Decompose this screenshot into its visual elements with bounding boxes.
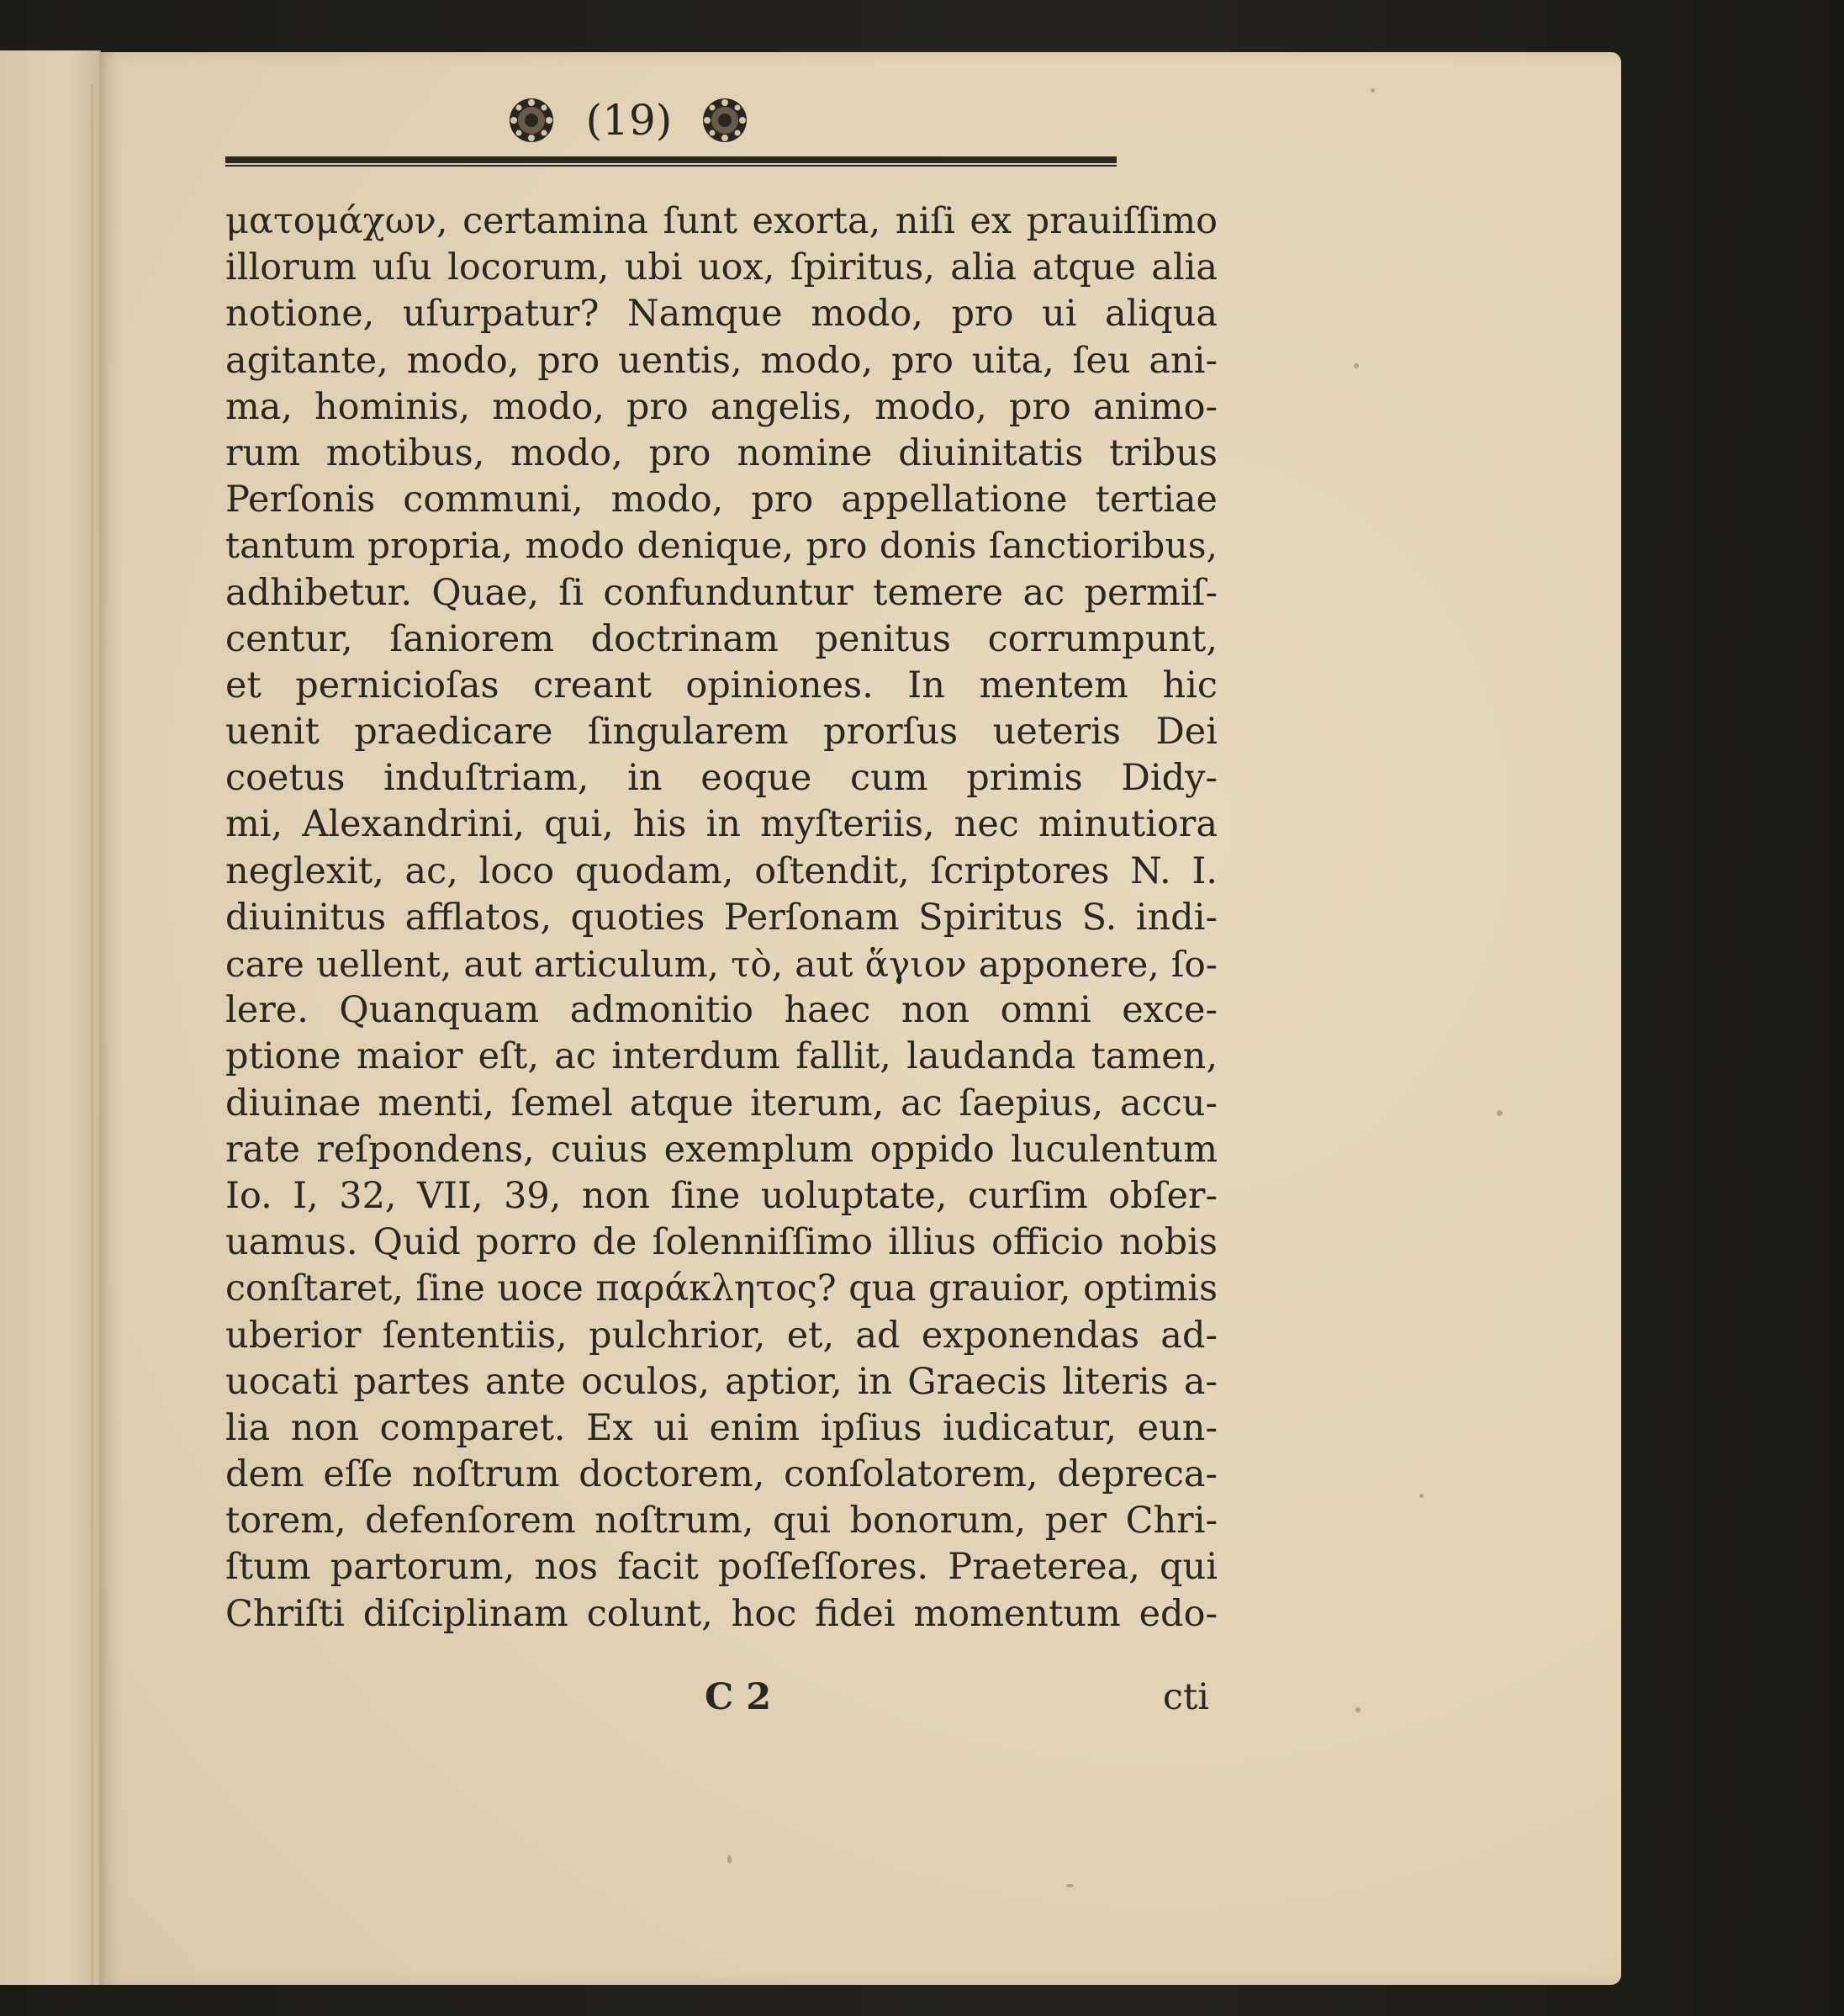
signature-mark: C 2 xyxy=(705,1676,772,1718)
page-header xyxy=(124,91,1117,167)
text-line: centur, ſaniorem doctrinam penitus corrumpunt, xyxy=(225,617,1218,660)
text-line: neglexit, ac, loco quodam, oſtendit, ſcriptores N. I. xyxy=(225,849,1218,892)
page-number: (19) xyxy=(585,96,673,145)
text-line: adhibetur. Quae, ſi confunduntur temere ac permiſ- xyxy=(225,571,1218,614)
text-line: Perſonis communi, modo, pro appellatione tertiae xyxy=(225,479,1218,521)
text-line: lia non comparet. Ex ui enim ipſius iudicatur, eun- xyxy=(225,1406,1218,1449)
foxing-speck xyxy=(727,1855,732,1864)
page-gutter-line xyxy=(91,84,93,1985)
foxing-speck xyxy=(1497,1110,1503,1116)
text-line: uenit praedicare ſingularem prorſus ueteris Dei xyxy=(225,711,1218,754)
body-text xyxy=(225,198,1218,1638)
foxing-speck xyxy=(1355,1707,1361,1712)
text-line: ptione maior eſt, ac interdum fallit, laudanda tamen, xyxy=(225,1035,1218,1078)
foxing-speck xyxy=(1371,88,1375,93)
header-rule xyxy=(225,156,1117,163)
text-line: coetus induſtriam, in eoque cum primis Didy- xyxy=(225,757,1218,800)
text-line: et pernicioſas creant opiniones. In mentem hic xyxy=(225,664,1218,706)
text-line: Chriſti diſciplinam colunt, hoc fidei momentum edo- xyxy=(225,1592,1218,1635)
previous-page-edge xyxy=(0,50,101,1985)
text-line: uamus. Quid porro de ſolenniſſimo illius officio nobis xyxy=(225,1221,1218,1264)
text-line: diuinae menti, ſemel atque iterum, ac ſaepius, accu- xyxy=(225,1082,1218,1124)
text-line: agitante, modo, pro uentis, modo, pro uita, ſeu ani- xyxy=(225,339,1218,382)
text-line: conſtaret, ſine uoce παράκλητος? qua grauior, optimis xyxy=(225,1267,1218,1310)
text-line: lere. Quanquam admonitio haec non omni exce- xyxy=(225,989,1218,1032)
text-line: ſtum partorum, nos facit poſſeſſores. Praeterea, qui xyxy=(225,1546,1218,1589)
rosette-ornament-icon xyxy=(700,96,749,145)
text-line: tantum propria, modo denique, pro donis ſanctioribus, xyxy=(225,526,1218,568)
header-rule-thin xyxy=(225,165,1117,167)
text-line: uberior ſententiis, pulchrior, et, ad exponendas ad- xyxy=(225,1314,1218,1357)
text-line: mi, Alexandrini, qui, his in myſteriis, nec minutiora xyxy=(225,803,1218,846)
rosette-ornament-icon xyxy=(507,96,556,145)
text-line: illorum uſu locorum, ubi uox, ſpiritus, alia atque alia xyxy=(225,246,1218,289)
text-line: uocati partes ante oculos, aptior, in Graecis literis a- xyxy=(225,1360,1218,1403)
foxing-speck xyxy=(1419,1494,1424,1498)
text-line: care uellent, aut articulum, τὸ, aut ἅγιον apponere, ſo- xyxy=(225,944,1218,985)
page-footer xyxy=(225,1674,1218,1721)
text-line: rum motibus, modo, pro nomine diuinitatis tribus xyxy=(225,431,1218,474)
text-line: ma, hominis, modo, pro angelis, modo, pro animo- xyxy=(225,385,1218,428)
foxing-speck xyxy=(1354,363,1359,368)
text-line: diuinitus afflatos, quoties Perſonam Spiritus S. indi- xyxy=(225,896,1218,939)
text-line: rate reſpondens, cuius exemplum oppido luculentum xyxy=(225,1128,1218,1171)
text-line: ματομάχων, certamina ſunt exorta, niſi ex prauiſſimo xyxy=(225,200,1218,242)
text-line: notione, uſurpatur? Namque modo, pro ui aliqua xyxy=(225,293,1218,336)
foxing-speck xyxy=(1066,1884,1074,1887)
catchword: cti xyxy=(1162,1676,1209,1718)
text-line: dem eſſe noſtrum doctorem, conſolatorem, depreca- xyxy=(225,1453,1218,1496)
text-line: torem, defenſorem noſtrum, qui bonorum, per Chri- xyxy=(225,1500,1218,1542)
text-line: Io. I, 32, VII, 39, non ſine uoluptate, curſim obſer- xyxy=(225,1174,1218,1217)
